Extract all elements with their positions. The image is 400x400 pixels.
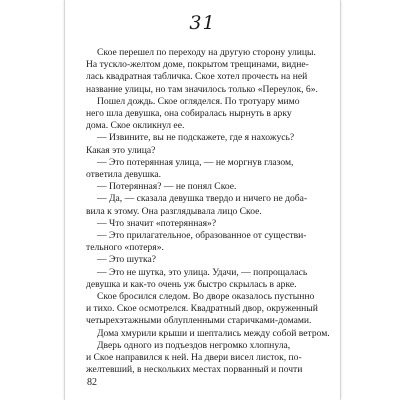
paragraph bbox=[86, 96, 331, 133]
text-line: Ское бросился следом. Во дворе оказалось пустынно bbox=[97, 291, 315, 303]
text-line: и Ское направился к ней. На двери висел листок, по- bbox=[86, 352, 302, 364]
paragraph bbox=[86, 132, 331, 156]
text-line: желтевший, в нескольких местах порванный и почти bbox=[86, 364, 303, 376]
paragraph bbox=[86, 157, 331, 181]
paragraph bbox=[86, 230, 331, 254]
text-line: Ское перешел по переходу на другую сторону улицы. bbox=[97, 47, 316, 58]
text-line: него шла девушка, она собиралась нырнуть в арку bbox=[86, 108, 292, 120]
page-number: 82 bbox=[87, 377, 97, 388]
text-line: Пошел дождь. Ское огляделся. По тротуару мимо bbox=[97, 95, 300, 107]
paragraph bbox=[86, 328, 331, 340]
text-line: Дверь одного из подъездов негромко хлопнула, bbox=[97, 339, 291, 351]
paragraph bbox=[86, 181, 331, 193]
paragraph bbox=[86, 193, 331, 217]
paragraph bbox=[86, 254, 331, 266]
body-text bbox=[86, 47, 331, 376]
text-line: Какая это улица? bbox=[86, 144, 156, 156]
text-line: девушка и как-то очень уж быстро скрылась в арке. bbox=[86, 278, 297, 290]
paragraph bbox=[86, 340, 331, 377]
text-line: — Да, — сказала девушка твердо и ничего не доба- bbox=[97, 193, 308, 205]
text-line: лась квадратная табличка. Ское хотел прочесть на ней bbox=[86, 71, 308, 83]
chapter-number: 31 bbox=[189, 12, 216, 34]
paragraph bbox=[86, 47, 331, 96]
text-line: четырехэтажными облупленными старичками-домами. bbox=[86, 315, 312, 327]
text-line: — Извините, вы не подскажете, где я нахожусь? bbox=[97, 132, 295, 144]
paragraph bbox=[86, 291, 331, 328]
text-line: — Это шутка? bbox=[97, 254, 156, 266]
text-line: и тихо. Ское осмотрелся. Квадратный двор, окруженный bbox=[86, 303, 318, 315]
text-line: — Это потерянная улица, — не моргнув глазом, bbox=[97, 156, 294, 168]
text-line: — Это не шутка, это улица. Удачи, — попрощалась bbox=[97, 266, 308, 278]
text-line: название улицы, но там значилось только «Переулок, 6». bbox=[86, 83, 318, 95]
text-line: вила к этому. Она разглядывала лицо Ское. bbox=[86, 205, 262, 217]
book-page bbox=[65, 0, 340, 400]
text-line: ответила девушка. bbox=[86, 169, 162, 181]
text-line: тельного «потеря». bbox=[86, 242, 164, 254]
text-line: — Это прилагательное, образованное от существи- bbox=[97, 230, 307, 242]
text-line: дома. Ское окликнул ее. bbox=[86, 120, 185, 132]
paragraph bbox=[86, 267, 331, 291]
text-line: На тускло-желтом доме, покрытом трещинами, видне- bbox=[86, 59, 309, 71]
text-line: — Что значит «потерянная»? bbox=[97, 217, 217, 229]
paragraph bbox=[86, 218, 331, 230]
text-line: — Потерянная? — не понял Ское. bbox=[97, 181, 237, 193]
text-line: Дома хмурили крыши и шептались между собой ветром. bbox=[97, 327, 330, 339]
